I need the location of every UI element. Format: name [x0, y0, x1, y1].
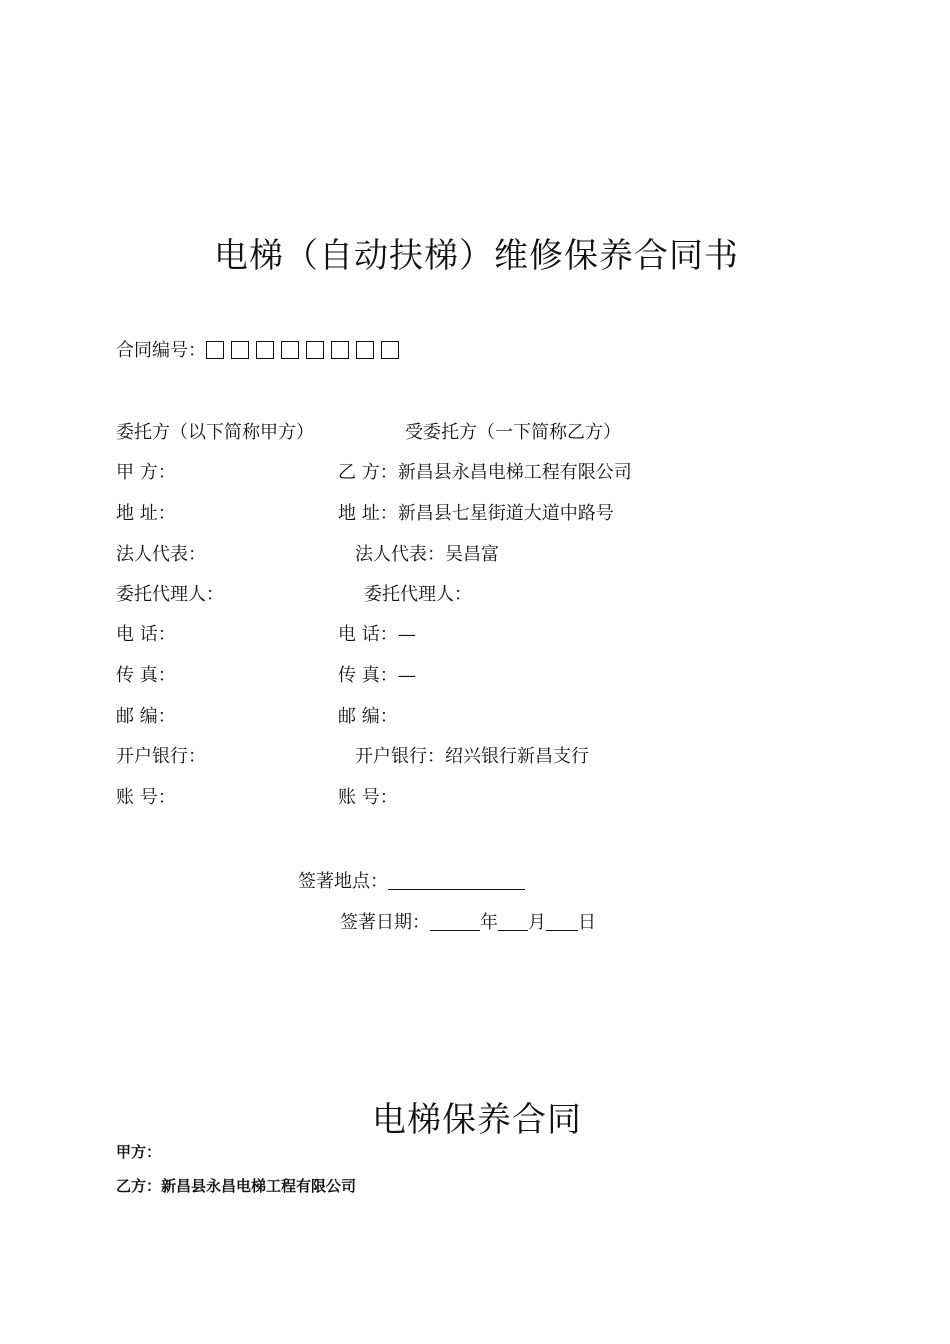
field-postcode-a: 邮 编：: [116, 706, 176, 727]
field-agent-a: 委托代理人：: [116, 584, 224, 605]
field-party-a: 甲 方：: [116, 462, 176, 483]
sign-date-label: 签著日期：: [340, 912, 430, 933]
sign-day-blank[interactable]: [546, 912, 578, 931]
contract-number-label: 合同编号：: [116, 340, 206, 361]
contract-number-row: [116, 341, 406, 361]
field-phone-a: 电 话：: [116, 624, 176, 645]
field-address-a: 地 址：: [116, 503, 176, 524]
second-title: 电梯保养合同: [372, 1100, 582, 1140]
contract-number-boxes: [206, 340, 406, 361]
contract-number-box[interactable]: [206, 341, 224, 359]
year-label: 年: [480, 912, 498, 933]
contract-number-box[interactable]: [256, 341, 274, 359]
field-fax-b: 传 真：—: [338, 665, 416, 686]
party-a-header: 委托方（以下简称甲方）: [116, 422, 314, 443]
sign-place-label: 签著地点：: [298, 871, 388, 892]
sign-place-blank[interactable]: [388, 871, 525, 890]
field-bank-a: 开户银行：: [116, 746, 206, 767]
contract-number-box[interactable]: [331, 341, 349, 359]
day-label: 日: [578, 912, 596, 933]
field-agent-b: 委托代理人：: [364, 584, 472, 605]
contract-number-box[interactable]: [231, 341, 249, 359]
party-b-header: 受委托方（一下简称乙方）: [405, 422, 621, 443]
sign-year-blank[interactable]: [430, 912, 480, 931]
sign-place-row: [298, 871, 525, 892]
field-legal-rep-b: 法人代表：吴昌富: [355, 544, 499, 565]
document-title: 电梯（自动扶梯）维修保养合同书: [214, 236, 739, 276]
party-a-line: 甲方：: [116, 1143, 162, 1161]
contract-number-box[interactable]: [356, 341, 374, 359]
field-account-b: 账 号：: [338, 787, 398, 808]
sign-month-blank[interactable]: [498, 912, 528, 931]
party-b-line: 乙方：新昌县永昌电梯工程有限公司: [116, 1177, 357, 1195]
field-fax-a: 传 真：: [116, 665, 176, 686]
field-address-b: 地 址：新昌县七星街道大道中路号: [338, 503, 614, 524]
contract-number-box[interactable]: [381, 341, 399, 359]
field-account-a: 账 号：: [116, 787, 176, 808]
field-bank-b: 开户银行：绍兴银行新昌支行: [355, 746, 589, 767]
field-phone-b: 电 话：—: [338, 624, 416, 645]
sign-date-row: [340, 912, 596, 933]
contract-number-box[interactable]: [281, 341, 299, 359]
field-legal-rep-a: 法人代表：: [116, 544, 206, 565]
field-postcode-b: 邮 编：: [338, 706, 398, 727]
month-label: 月: [528, 912, 546, 933]
contract-number-box[interactable]: [306, 341, 324, 359]
field-party-b: 乙 方：新昌县永昌电梯工程有限公司: [338, 462, 632, 483]
